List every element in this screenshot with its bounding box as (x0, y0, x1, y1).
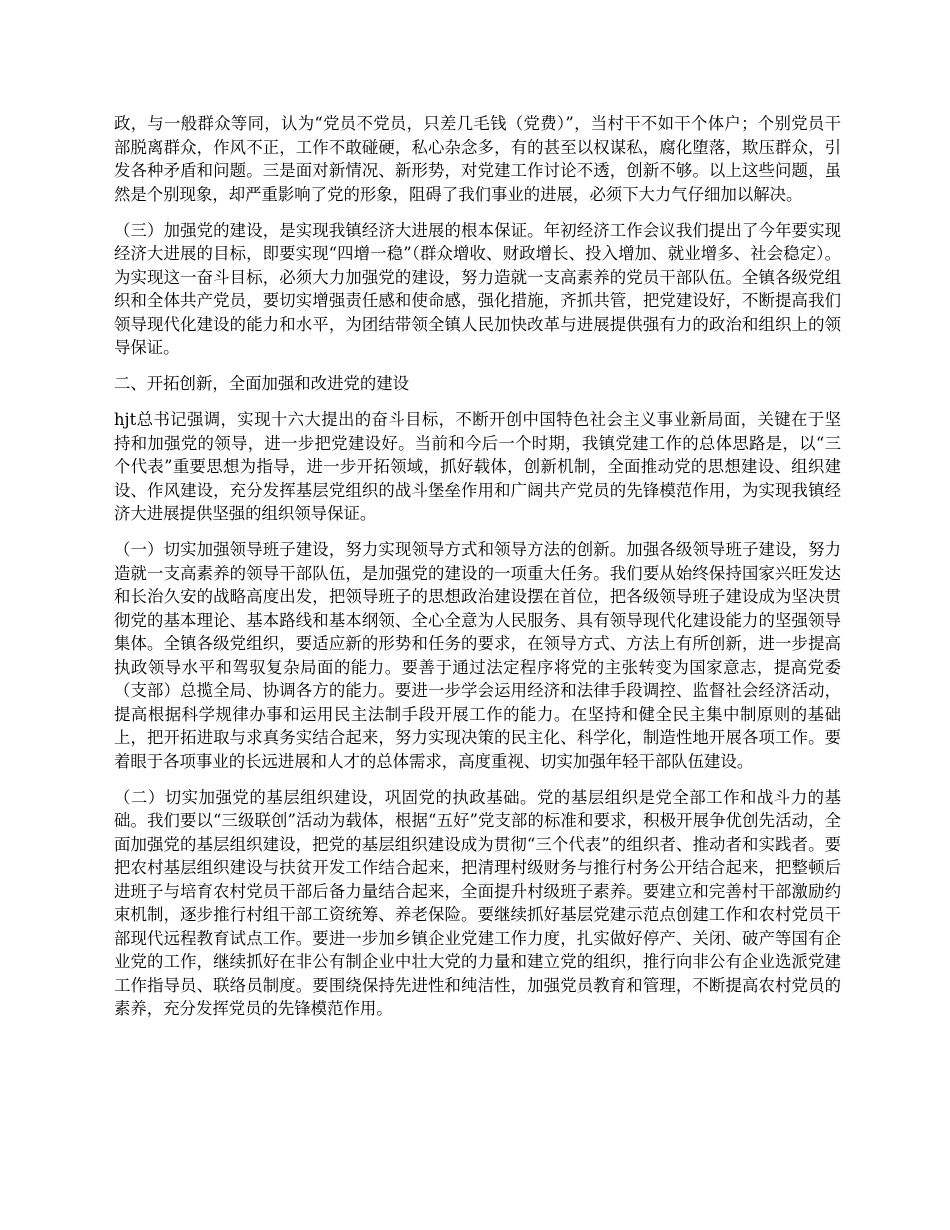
paragraph-grassroots-building: （二）切实加强党的基层组织建设，巩固党的执政基础。党的基层组织是党全部工作和战斗力的基础。我们要以“三级联创”活动为载体，根据“五好”党支部的标准和要求，积极开展争优创先活动，全面加强党的基层组织建设，把党的基层组织建设成为贯彻“三个代表”的组织者、推动者和实践者。要把农村基层组织建设与扶贫开发工作结合起来，把清理村级财务与推行村务公开结合起来，把整顿后进班子与培育农村党员干部后备力量结合起来，全面提升村级班子素养。要建立和完善村干部激励约束机制，逐步推行村组干部工资统筹、养老保险。要继续抓好基层党建示范点创建工作和农村党员干部现代远程教育试点工作。要进一步加乡镇企业党建工作力度，扎实做好停产、关闭、破产等国有企业党的工作，继续抓好在非公有制企业中壮大党的力量和建立党的组织，推行向非公有企业选派党建工作指导员、联络员制度。要围绕保持先进性和纯洁性，加强党员教育和管理，不断提高农村党员的素养，充分发挥党员的先锋模范作用。 (114, 787, 841, 1018)
paragraph-problems-continued: 政，与一般群众等同，认为“党员不党员，只差几毛钱（党费）”，当村干不如干个体户；个别党员干部脱离群众，作风不正，工作不敢碰硬，私心杂念多，有的甚至以权谋私，腐化堕落，欺压群众，引发各种矛盾和问题。三是面对新情况、新形势，对党建工作讨论不透，创新不够。以上这些问题，虽然是个别现象，却严重影响了党的形象，阻碍了我们事业的进展，必须下大力气仔细加以解决。 (114, 114, 841, 204)
paragraph-leadership-building: （一）切实加强领导班子建设，努力实现领导方式和领导方法的创新。加强各级领导班子建设，努力造就一支高素养的领导干部队伍，是加强党的建设的一项重大任务。我们要从始终保持国家兴旺发达和长治久安的战略高度出发，把领导班子的思想政治建设摆在首位，把各级领导班子建设成为坚决贯彻党的基本理论、基本路线和基本纲领、全心全意为人民服务、具有领导现代化建设能力的坚强领导集体。全镇各级党组织，要适应新的形势和任务的要求，在领导方式、方法上有所创新，进一步提高执政领导水平和驾驭复杂局面的能力。要善于通过法定程序将党的主张转变为国家意志，提高党委（支部）总揽全局、协调各方的能力。要进一步学会运用经济和法律手段调控、监督社会经济活动，提高根据科学规律办事和运用民主法制手段开展工作的能力。在坚持和健全民主集中制原则的基础上，把开拓进取与求真务实结合起来，努力实现决策的民主化、科学化，制造性地开展各项工作。要着眼于各项事业的长远进展和人才的总体需求，高度重视、切实加强年轻干部队伍建设。 (114, 540, 841, 771)
paragraph-general-approach: hjt总书记强调，实现十六大提出的奋斗目标，不断开创中国特色社会主义事业新局面，关键在于坚持和加强党的领导，进一步把党建设好。当前和今后一个时期，我镇党建工作的总体思路是，以“三个代表”重要思想为指导，进一步开拓领域，抓好载体，创新机制，全面推动党的思想建设、组织建设、作风建设，充分发挥基层党组织的战斗堡垒作用和广阔共产党员的先锋模范作用，为实现我镇经济大进展提供坚强的组织领导保证。 (114, 410, 841, 523)
document-body (114, 112, 841, 1033)
section-heading-two: 二、开拓创新，全面加强和改进党的建设 (114, 374, 410, 393)
paragraph-section-three: （三）加强党的建设，是实现我镇经济大进展的根本保证。年初经济工作会议我们提出了今年要实现经济大进展的目标，即要实现“四增一稳”（群众增收、财政增长、投入增加、就业增多、社会稳定）。为实现这一奋斗目标，必须大力加强党的建设，努力造就一支高素养的党员干部队伍。全镇各级党组织和全体共产党员，要切实增强责任感和使命感，强化措施，齐抓共管，把党建设好，不断提高我们领导现代化建设的能力和水平，为团结带领全镇人民加快改革与进展提供强有力的政治和组织上的领导保证。 (114, 220, 841, 357)
